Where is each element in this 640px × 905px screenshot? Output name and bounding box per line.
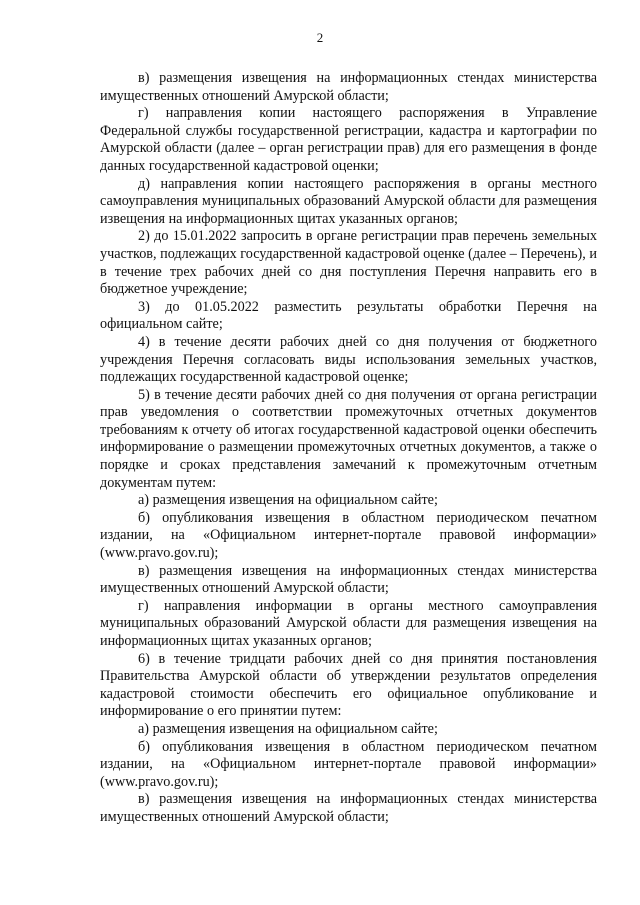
paragraph: 3) до 01.05.2022 разместить результаты обработки Перечня на официальном сайте;: [100, 298, 597, 333]
paragraph: г) направления копии настоящего распоряжения в Управление Федеральной службы государственной регистрации, кадастра и картографии по Амурской области (далее – орган регистрации прав) для его размещения в фонде данных государственной кадастровой оценки;: [100, 105, 597, 174]
paragraph: в) размещения извещения на информационных стендах министерства имущественных отношений Амурской области;: [100, 562, 597, 597]
paragraph: б) опубликования извещения в областном периодическом печатном издании, на «Официальном интернет-портале правовой информации» (www.pravo.gov.ru);: [100, 738, 597, 790]
paragraph: а) размещения извещения на официальном сайте;: [138, 720, 438, 737]
paragraph: 4) в течение десяти рабочих дней со дня получения от бюджетного учреждения Перечня согласовать виды использования земельных участков, подлежащих государственной кадастровой оценке;: [100, 333, 597, 386]
paragraph: 2) до 15.01.2022 запросить в органе регистрации прав перечень земельных участков, подлежащих государственной кадастровой оценке (далее – Перечень), и в течение трех рабочих дней со дня поступления Перечня направить его в бюджетное учреждение;: [100, 228, 597, 298]
paragraph: 5) в течение десяти рабочих дней со дня получения от органа регистрации прав уведомления о соответствии промежуточных отчетных документов требованиям к отчету об итогах государственной кадастровой оценки обеспечить информирование о размещении промежуточных отчетных документов, а также о порядке и сроках представления замечаний к промежуточным отчетным документам путем:: [100, 386, 597, 491]
page-number: 2: [316, 30, 324, 45]
paragraph: б) опубликования извещения в областном периодическом печатном издании, на «Официальном интернет-портале правовой информации» (www.pravo.gov.ru);: [100, 509, 597, 562]
paragraph: д) направления копии настоящего распоряжения в органы местного самоуправления муниципальных образований Амурской области для размещения извещения на информационных щитах указанных органов;: [100, 175, 597, 227]
paragraph: 6) в течение тридцати рабочих дней со дня принятия постановления Правительства Амурской области об утверждении результатов определения кадастровой стоимости обеспечить его официальное опубликование и информирование о его принятии путем:: [100, 650, 597, 720]
paragraph: в) размещения извещения на информационных стендах министерства имущественных отношений Амурской области;: [100, 791, 597, 825]
document-body: [100, 70, 597, 827]
paragraph: а) размещения извещения на официальном сайте;: [138, 492, 438, 509]
paragraph: г) направления информации в органы местного самоуправления муниципальных образований Амурской области для размещения извещения на информационных щитах указанных органов;: [100, 597, 597, 649]
paragraph: в) размещения извещения на информационных стендах министерства имущественных отношений Амурской области;: [100, 70, 597, 104]
